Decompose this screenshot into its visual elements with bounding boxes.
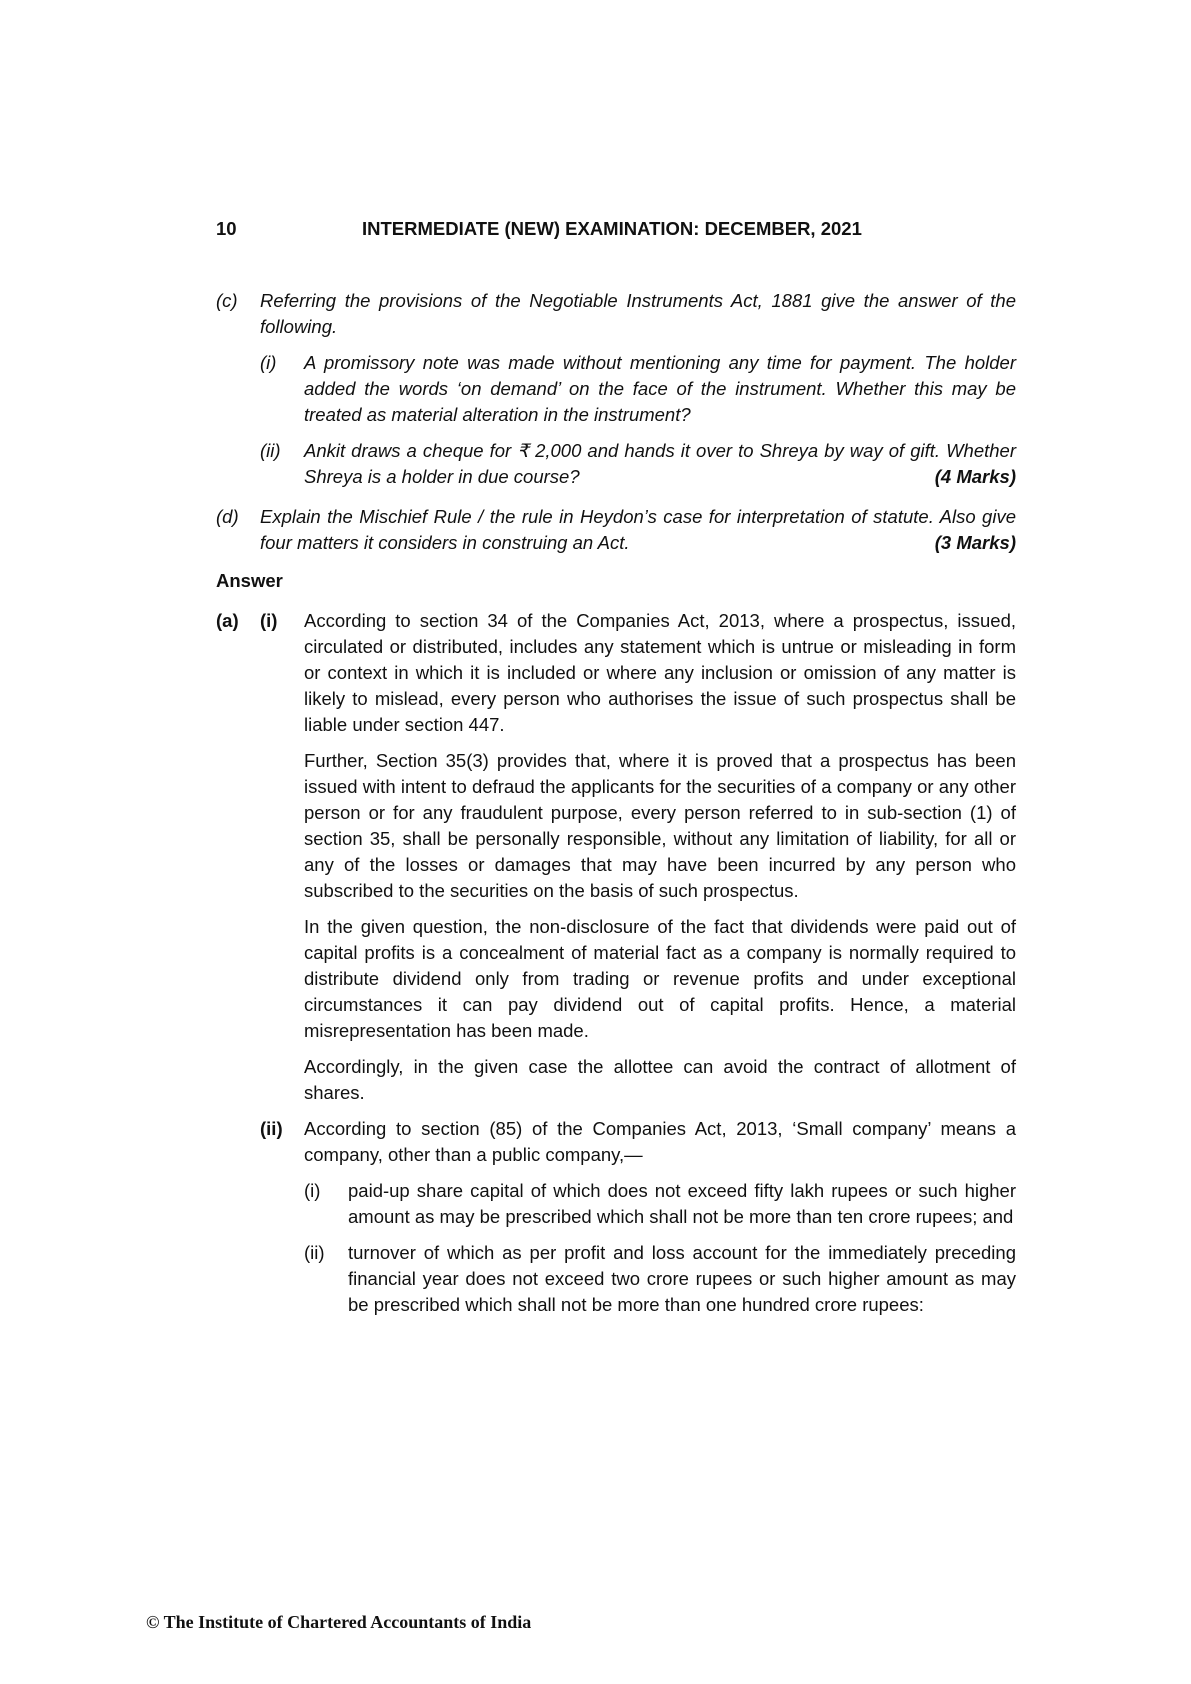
question-d bbox=[216, 504, 1016, 556]
definition-list bbox=[304, 1178, 1016, 1318]
answer-a-ii bbox=[216, 1116, 1016, 1318]
question-label: (d) bbox=[216, 506, 239, 527]
question-text: Referring the provisions of the Negotiable Instruments Act, 1881 give the answer of the following. bbox=[260, 290, 1016, 337]
exam-title: INTERMEDIATE (NEW) EXAMINATION: DECEMBER, 2021 bbox=[362, 218, 862, 239]
answer-paragraph: Accordingly, in the given case the allottee can avoid the contract of allotment of shares. bbox=[304, 1056, 1016, 1103]
answer-heading: Answer bbox=[216, 570, 283, 591]
question-label: (c) bbox=[216, 290, 238, 311]
answer-a-i bbox=[216, 608, 1016, 1106]
list-item-label: (ii) bbox=[304, 1242, 325, 1263]
list-item-label: (i) bbox=[304, 1180, 321, 1201]
answer-subpart-label: (ii) bbox=[260, 1118, 283, 1139]
page-number: 10 bbox=[216, 218, 237, 239]
page-content bbox=[216, 288, 1016, 1328]
list-item bbox=[304, 1178, 1016, 1230]
question-c-sub-i bbox=[260, 350, 1016, 428]
answer-part-label: (a) bbox=[216, 610, 239, 631]
sub-question-label: (ii) bbox=[260, 440, 281, 461]
list-item bbox=[304, 1240, 1016, 1318]
sub-question-text: Ankit draws a cheque for ₹ 2,000 and hands it over to Shreya by way of gift. Whether Shreya is a holder in due course? bbox=[304, 440, 1016, 487]
answer-paragraph: According to section 34 of the Companies Act, 2013, where a prospectus, issued, circulated or distributed, includes any statement which is untrue or misleading in form or context in which it is included or where any inclusion or omission of any matter is likely to mislead, every person who authorises the issue of such prospectus shall be liable under section 447. bbox=[304, 610, 1016, 735]
answer-paragraph: According to section (85) of the Companies Act, 2013, ‘Small company’ means a company, other than a public company,— bbox=[304, 1118, 1016, 1165]
marks-label: (3 Marks) bbox=[934, 532, 1016, 553]
sub-question-label: (i) bbox=[260, 352, 277, 373]
question-c-sub-ii bbox=[260, 438, 1016, 490]
list-item-text: paid-up share capital of which does not exceed fifty lakh rupees or such higher amount as may be prescribed which shall not be more than ten crore rupees; and bbox=[348, 1180, 1016, 1227]
question-c bbox=[216, 288, 1016, 340]
sub-question-text: A promissory note was made without mentioning any time for payment. The holder added the words ‘on demand’ on the face of the instrument. Whether this may be treated as material alteration in the instrument? bbox=[304, 352, 1016, 425]
marks-label: (4 Marks) bbox=[934, 466, 1016, 487]
copyright-footer: © The Institute of Chartered Accountants of India bbox=[146, 1612, 532, 1632]
answer-paragraph: In the given question, the non-disclosure of the fact that dividends were paid out of capital profits is a concealment of material fact as a company is normally required to distribute dividend only from trading or revenue profits and under exceptional circumstances it can pay dividend out of capital profits. Hence, a material misrepresentation has been made. bbox=[304, 916, 1016, 1041]
answer-subpart-label: (i) bbox=[260, 610, 278, 631]
list-item-text: turnover of which as per profit and loss account for the immediately preceding financial year does not exceed two crore rupees or such higher amount as may be prescribed which shall not be more than one hundred crore rupees: bbox=[348, 1242, 1016, 1315]
question-text: Explain the Mischief Rule / the rule in Heydon’s case for interpretation of statute. Also give four matters it considers in construing an Act. bbox=[260, 506, 1016, 553]
answer-paragraph: Further, Section 35(3) provides that, where it is proved that a prospectus has been issued with intent to defraud the applicants for the securities of a company or any other person or for any fraudulent purpose, every person referred to in sub-section (1) of section 35, shall be personally responsible, without any limitation of liability, for all or any of the losses or damages that may have been incurred by any person who subscribed to the securities on the basis of such prospectus. bbox=[304, 750, 1016, 901]
page-header bbox=[216, 218, 1016, 246]
